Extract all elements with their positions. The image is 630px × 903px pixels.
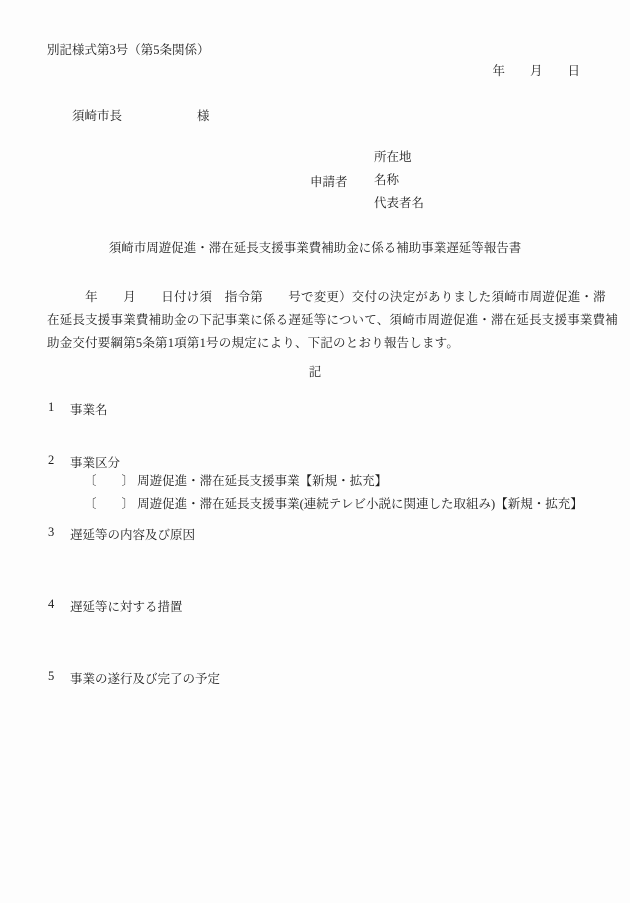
applicant-label: 申請者 [310,174,348,189]
ki-marker: 記 [308,365,322,379]
item-2-option-2: 〔 〕 周遊促進・滞在延長支援事業(連続テレビ小説に関連した取組み)【新規・拡充】 [84,497,583,511]
item-1-business-name [48,400,108,418]
addressee: 須崎市長 様 [72,109,210,123]
form-id: 別記様式第3号（第5条関係） [47,43,210,57]
item-1-label: 事業名 [70,403,108,417]
item-2-option-1: 〔 〕 周遊促進・滞在延長支援事業【新規・拡充】 [84,474,388,488]
applicant-field-representative: 代表者名 [374,196,425,210]
item-4-number: 4 [48,597,55,611]
document-title: 須崎市周遊促進・滞在延長支援事業費補助金に係る補助事業遅延等報告書 [108,241,522,255]
item-1-number: 1 [48,400,55,414]
applicant-block [310,146,424,215]
item-5-number: 5 [48,669,55,683]
item-2-label: 事業区分 [70,456,121,470]
body-paragraph-line-3: 助金交付要綱第5条第1項第1号の規定により、下記のとおり報告します。 [47,336,460,350]
date-line: 年 月 日 [492,64,580,78]
applicant-fields [374,146,424,215]
item-3-number: 3 [48,525,55,539]
item-4-label: 遅延等に対する措置 [70,600,183,614]
item-4-delay-measures [48,597,183,615]
body-paragraph-line-2: 在延長支援事業費補助金の下記事業に係る遅延等について、須崎市周遊促進・滞在延長支援事業費補 [47,313,619,327]
item-5-label: 事業の遂行及び完了の予定 [70,672,221,686]
body-paragraph-line-1: 年 月 日付け須 指令第 号で変更）交付の決定がありました須崎市周遊促進・滞 [47,290,606,304]
applicant-field-name: 名称 [374,173,400,187]
item-2-number: 2 [48,453,55,467]
applicant-field-address: 所在地 [374,150,412,164]
item-3-label: 遅延等の内容及び原因 [70,528,196,542]
item-5-completion-schedule [48,669,220,687]
item-3-delay-details [48,525,195,543]
item-2-business-category [48,453,120,471]
